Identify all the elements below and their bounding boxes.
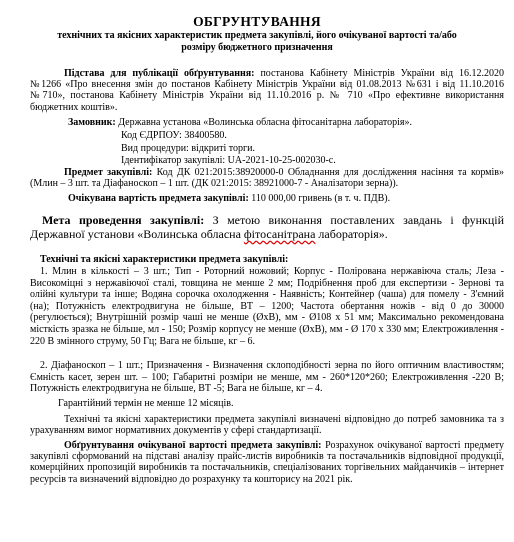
goal-paragraph — [30, 213, 504, 241]
basis-text: постанова Кабінету Міністрів України від 16.12.2020 №1266 «Про внесення змін до постанов Кабінету Міністрів України від 01.08.2013 №631 і від 11.10.2016 №710», постанова Кабінету Міністрів України від 11.10.2016 р. № 710 «Про ефективне використання бюджетних коштів». — [30, 68, 505, 113]
customer-line — [68, 117, 412, 128]
goal-text-misspelled: фітосанітрана — [243, 227, 316, 241]
goal-text-before: З метою виконання поставлених завдань і функцій Державної установи «Волинська обласна — [30, 213, 504, 241]
cost-line — [68, 193, 390, 204]
subject-label: Предмет закупівлі: — [64, 167, 153, 178]
subject-paragraph — [30, 167, 504, 189]
customer-procedure: Вид процедури: відкриті торги. — [121, 143, 255, 154]
customer-edrpou: Код ЄДРПОУ: 38400580. — [121, 130, 227, 141]
subtitle-line-2: розміру бюджетного призначення — [181, 42, 333, 53]
specs-item-1: 1. Млин в кількості – 3 шт.; Тип - Роторний ножовий; Корпус - Полірована нержавіюча сталь; Леза - Високоміцні з нержавіючої сталі, товщина не менше 2 мм; Подрібнення проб для експертизи - Зернові та олійні культури та інше; Водяна сорочка охолодження - Наявність; Контейнер (чаша) для помелу - З'ємний (на); Потужність електродвигуна не більше, ВТ – 1200; Частота обертання ножів - від 0 до 30000 (регулюється); Внутрішній розмір чаші не менше (ØхВ), мм - Ø108 х 51 мм; Максимально рекомендована місткість зразка не більше, мл - 150; Розмір корпусу не менше (ØхВ), мм - Ø 170 х 330 мм; Електроживлення - 220 В змінного струму, 50 Гц; Вага не більше, кг – 6. — [30, 266, 504, 347]
justification-paragraph — [30, 440, 504, 485]
customer-name: Державна установа «Волинська обласна фітосанітарна лабораторія». — [118, 117, 413, 128]
compliance-paragraph: Технічні та якісні характеристики предмета закупівлі визначені відповідно до потреб замовника та з урахуванням вимог нормативних документів у сфері стандартизації. — [30, 414, 504, 437]
warranty-line: Гарантійний термін не менше 12 місяців. — [58, 398, 234, 409]
document-title: ОБГРУНТУВАННЯ — [193, 14, 321, 29]
subtitle-line-1: технічних та якісних характеристик предмета закупівлі, його очікуваної вартості та/або — [57, 30, 457, 41]
goal-label: Мета проведення закупівлі: — [42, 213, 205, 227]
justification-text: Розрахунок очікуваної вартості предмету закупівлі сформований на підставі аналізу прайс-листів виробників та постачальників відповідної продукції, комерційних пропозицій виробників та постачальників, спеціалізованих торгівельних майданчиків – інтернет ресурсів та визначений відповідно до розрахунку та кошторису на 2021 рік. — [30, 440, 504, 485]
goal-text-after: лабораторія». — [318, 227, 388, 241]
basis-label: Підстава для публікації обґрунтування: — [64, 68, 255, 79]
cost-text: 110 000,00 гривень (в т. ч. ПДВ). — [251, 193, 391, 204]
specs-header: Технічні та якісні характеристики предмета закупівлі: — [40, 254, 289, 265]
document-subtitle — [20, 30, 494, 54]
customer-tender-id: Ідентифікатор закупівлі: UA-2021-10-25-002030-c. — [121, 155, 336, 166]
justification-label: Обґрунтування очікуваної вартості предмета закупівлі: — [64, 440, 322, 451]
basis-paragraph — [30, 68, 504, 113]
customer-label: Замовник: — [68, 117, 116, 128]
cost-label: Очікувана вартість предмета закупівлі: — [68, 193, 249, 204]
specs-item-2: 2. Діафаноскоп – 1 шт.; Призначення - Визначення склоподібності зерна по його оптичним властивостям; Ємність касет, зерен шт. – 100; Габаритні розміри не менше, мм - 260*120*260; Електроживлення -220 В; Потужність електродвигуна не більше, ВТ -5; Вага не більше, кг – 4. — [30, 360, 504, 395]
subject-text: Код ДК 021:2015:38920000-0 Обладнання для дослідження насіння та кормів» (Млин – 3 шт. та Діафаноскоп – 1 шт. (ДК 021:2015: 38921000-7 - Аналізатори зерна)). — [30, 167, 505, 190]
